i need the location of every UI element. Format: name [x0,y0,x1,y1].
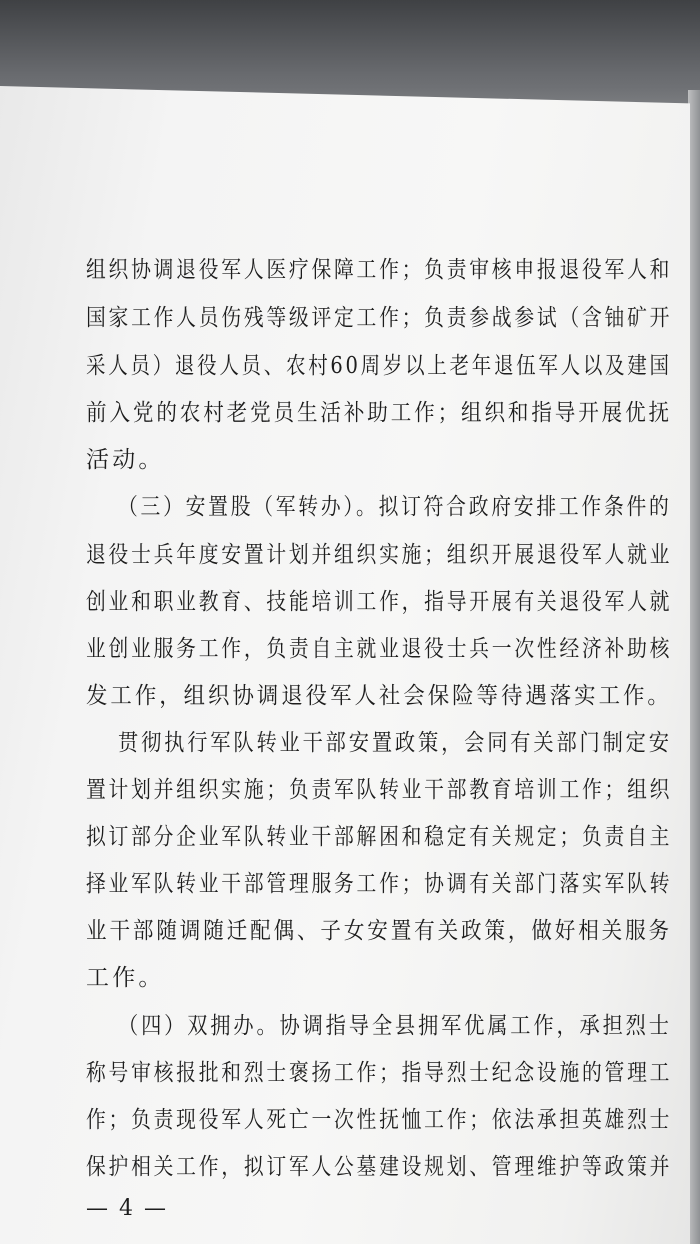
text-line: 创业和职业教育、技能培训工作，指导开展有关退役军人就 [86,589,673,615]
section-heading-line: （四）双拥办。协调指导全县拥军优属工作，承担烈士 [118,1013,672,1039]
page-number: — 4 — [86,1196,168,1221]
text-line: 国家工作人员伤残等级评定工作；负责参战参试（含铀矿开 [86,305,673,331]
text-line: 择业军队转业干部管理服务工作；协调有关部门落实军队转 [86,871,673,897]
text-line: 发工作，组织协调退役军人社会保险等待遇落实工作。 [86,683,672,709]
text-line: 业创业服务工作，负责自主就业退役士兵一次性经济补助核 [86,636,673,662]
text-line: 组织协调退役军人医疗保障工作；负责审核申报退役军人和 [86,257,673,283]
paragraph-start-line: 贯彻执行军队转业干部安置政策，会同有关部门制定安 [118,730,672,756]
text-line: 称号审核报批和烈士褒扬工作；指导烈士纪念设施的管理工 [86,1060,673,1086]
text-line: 拟订部分企业军队转业干部解困和稳定有关规定；负责自主 [86,824,673,850]
text-line: 置计划并组织实施；负责军队转业干部教育培训工作；组织 [86,777,673,803]
text-line: 活动。 [86,447,165,473]
text-line: 退役士兵年度安置计划并组织实施；组织开展退役军人就业 [86,542,673,568]
text-line: 前入党的农村老党员生活补助工作；组织和指导开展优抚 [86,400,672,426]
text-line: 采人员）退役人员、农村60周岁以上老年退伍军人以及建国 [86,353,672,379]
text-line: 业干部随调随迁配偶、子女安置有关政策，做好相关服务 [86,918,672,944]
section-heading-line: （三）安置股（军转办）。拟订符合政府安排工作条件的 [118,494,672,520]
text-line: 作；负责现役军人死亡一次性抚恤工作；依法承担英雄烈士 [86,1107,673,1133]
text-line: 保护相关工作，拟订军人公墓建设规划、管理维护等政策并 [86,1154,673,1180]
text-line: 工作。 [86,965,165,991]
